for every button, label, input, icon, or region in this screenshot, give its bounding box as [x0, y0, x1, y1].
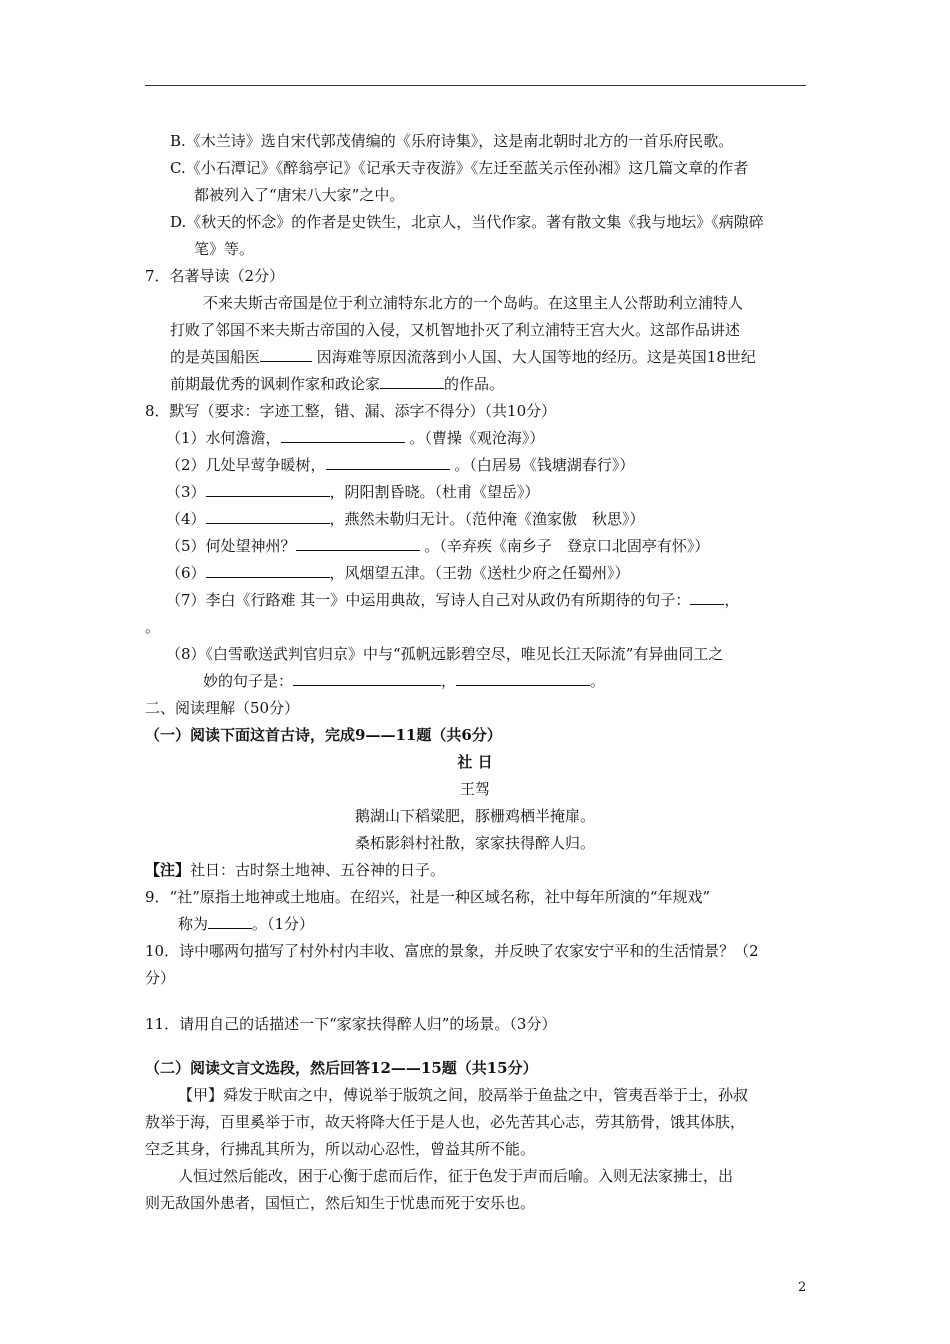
q8-blank-5[interactable]: [296, 536, 420, 551]
q7-text-line4: [170, 374, 504, 394]
q8-item-1-end: 。（曹操《观沧海》）: [404, 429, 545, 447]
q8-item-7: [166, 590, 739, 610]
q7-text-line4-end: 的作品。: [444, 375, 505, 393]
q7-text-line3: [170, 347, 756, 367]
poem-line-2: 桑柘影斜村社散，家家扶得醉人归。: [354, 834, 595, 852]
option-d-line1: D.《秋天的怀念》的作者是史铁生，北京人，当代作家。著有散文集《我与地坛》《病隙碎: [170, 213, 764, 231]
q8-item-4-start: （4）: [166, 510, 206, 528]
q8-blank-4[interactable]: [206, 509, 330, 524]
q7-text-line3-start: 的是英国船医: [170, 348, 261, 366]
q8-blank-2[interactable]: [326, 455, 450, 470]
option-c-line2: 都被列入了“唐宋八大家”之中。: [194, 186, 405, 204]
q8-item-6: [166, 563, 630, 583]
poem-note-text: 社日：古时祭土地神、五谷神的日子。: [190, 861, 446, 879]
passage-line-2: 敖举于海，百里奚举于市，故天将降大任于是人也，必先苦其心志，劳其筋骨，饿其体肤，: [145, 1113, 746, 1131]
q8-item-8-line1: （8）《白雪歌送武判官归京》中与“孤帆远影碧空尽，唯见长江天际流”有异曲同工之: [166, 645, 724, 663]
option-c-line1: C.《小石潭记》《醉翁亭记》《记承天寺夜游》《左迁至蓝关示侄孙湘》这几篇文章的作者: [170, 159, 749, 177]
q8-item-6-end: ，风烟望五津。（王勃《送杜少府之任蜀州》）: [329, 564, 630, 582]
q8-item-5-end: 。（辛弃疾《南乡子 登京口北固亭有怀》）: [419, 537, 710, 555]
q8-item-7-continuation: 。: [145, 618, 161, 636]
q8-blank-8b[interactable]: [456, 671, 590, 686]
passage-line-4: 人恒过然后能改，困于心衡于虑而后作，征于色发于声而后喻。入则无法家拂士，出: [178, 1167, 734, 1185]
q8-item-3: [166, 482, 540, 502]
q8-item-8-end: 。: [590, 672, 606, 690]
q9-line2: [178, 914, 314, 934]
poem-note: [145, 860, 445, 880]
q8-item-2-start: （2）几处早莺争暖树，: [166, 456, 326, 474]
q7-text-line2: 打败了邻国不来夫斯古帝国的入侵，又机智地扑灭了利立浦特王宫大火。这部作品讲述: [170, 321, 741, 339]
q9-line2-start: 称为: [178, 915, 209, 933]
q7-text-line4-start: 前期最优秀的讽刺作家和政论家: [170, 375, 381, 393]
q8-item-8-line2: [203, 671, 605, 691]
q8-item-3-end: ，阴阳割昏晓。（杜甫《望岳》）: [329, 483, 540, 501]
q8-blank-8a[interactable]: [293, 671, 441, 686]
q8-item-1: [166, 428, 544, 448]
poem-line-1: 鹅湖山下稻粱肥，豚栅鸡栖半掩扉。: [354, 807, 595, 825]
q7-answer-blank-1[interactable]: [260, 347, 312, 362]
q8-item-5: [166, 536, 709, 556]
poem-note-tag: 【注】: [145, 861, 191, 879]
q7-answer-blank-2[interactable]: [380, 374, 444, 389]
q8-item-8-start: 妙的句子是：: [203, 672, 294, 690]
q8-item-2-end: 。（白居易《钱塘湖春行》）: [449, 456, 635, 474]
option-d-line2: 笔》等。: [194, 240, 255, 258]
q8-item-6-start: （6）: [166, 564, 206, 582]
q10-line2: 分）: [145, 969, 176, 987]
q7-heading: 7．名著导读（2分）: [145, 267, 285, 285]
page-number: 2: [798, 1280, 807, 1295]
q8-item-7-comma: ，: [724, 591, 740, 609]
passage-line-3: 空乏其身，行拂乱其所为，所以动心忍性，曾益其所不能。: [145, 1140, 536, 1158]
q8-item-7-text: （7）李白《行路难 其一》中运用典故，写诗人自己对从政仍有所期待的句子：: [166, 591, 691, 609]
poem-title: 社 日: [457, 753, 493, 771]
q8-item-5-start: （5）何处望神州？: [166, 537, 296, 555]
poem-author: 王驾: [459, 780, 490, 798]
q8-item-4: [166, 509, 645, 529]
q9-line2-end: 。（1分）: [252, 915, 315, 933]
q8-item-4-end: ，燕然未勒归无计。（范仲淹《渔家傲 秋思》）: [329, 510, 645, 528]
q8-item-8-comma: ，: [441, 672, 457, 690]
q7-text-line1: 不来夫斯古帝国是位于利立浦特东北方的一个岛屿。在这里主人公帮助利立浦特人: [203, 294, 744, 312]
passage-line-1: 【甲】舜发于畎亩之中，傅说举于版筑之间，胶鬲举于鱼盐之中，管夷吾举于士，孙叔: [178, 1086, 749, 1104]
q8-blank-6[interactable]: [206, 563, 330, 578]
q8-item-1-start: （1）水何澹澹，: [166, 429, 281, 447]
q8-blank-7[interactable]: [690, 590, 724, 605]
passage-line-5: 则无敌国外患者，国恒亡，然后知生于忧患而死于安乐也。: [145, 1194, 536, 1212]
q7-text-line3-end: 因海难等原因流落到小人国、大人国等地的经历。这是英国18世纪: [312, 348, 756, 366]
q8-item-2: [166, 455, 634, 475]
q8-item-3-start: （3）: [166, 483, 206, 501]
header-rule: [145, 85, 806, 86]
part2-heading: （二）阅读文言文选段，然后回答12——15题（共15分）: [145, 1059, 538, 1077]
q8-blank-1[interactable]: [281, 428, 405, 443]
part1-heading: （一）阅读下面这首古诗，完成9——11题（共6分）: [145, 726, 502, 744]
q8-heading: 8．默写（要求：字迹工整，错、漏、添字不得分）（共10分）: [145, 402, 557, 420]
q9-line1: 9．“社”原指土地神或土地庙。在绍兴，社是一种区域名称，社中每年所演的“年规戏”: [145, 888, 711, 906]
option-b: B.《木兰诗》选自宋代郭茂倩编的《乐府诗集》，这是南北朝时北方的一首乐府民歌。: [170, 132, 734, 150]
section-2-heading: 二、阅读理解（50分）: [145, 699, 300, 717]
q10-line1: 10．诗中哪两句描写了村外村内丰收、富庶的景象，并反映了农家安宁平和的生活情景？（2: [145, 942, 759, 960]
q9-answer-blank[interactable]: [208, 914, 252, 929]
q11: 11．请用自己的话描述一下“家家扶得醉人归”的场景。（3分）: [145, 1015, 557, 1033]
q8-blank-3[interactable]: [206, 482, 330, 497]
